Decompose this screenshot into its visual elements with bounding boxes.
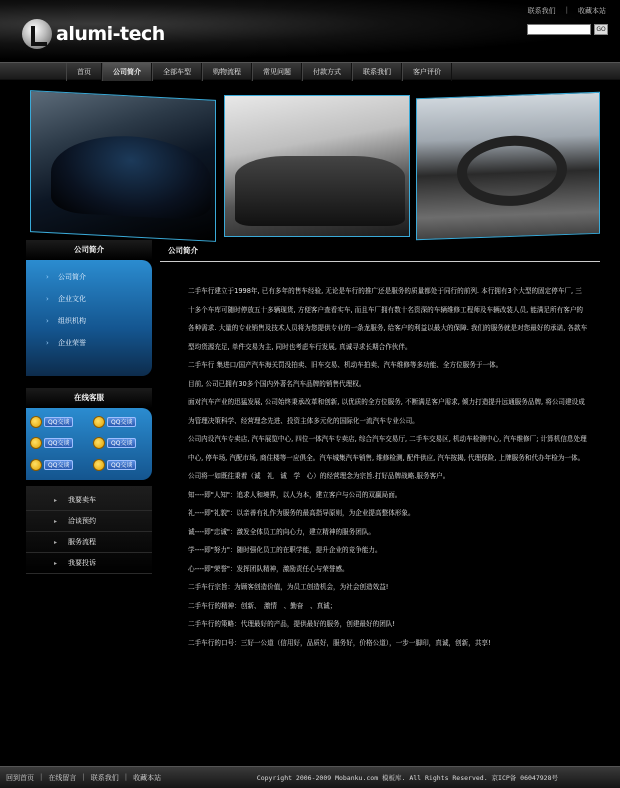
contact-link[interactable]: 联系我们 xyxy=(527,7,556,15)
search-input[interactable] xyxy=(527,24,591,35)
qq-icon xyxy=(93,416,105,428)
nav-item-home[interactable]: 首页 xyxy=(66,63,102,81)
driver-image xyxy=(235,156,405,226)
paragraph: 公司将一如既往秉着（诚 礼 诚 学 心）的经营理念为宗旨.打好品牌战略.服务客户。 xyxy=(188,472,450,480)
nav-item-faq[interactable]: 常见问题 xyxy=(252,63,302,81)
qq-chat-label: QQ交谈 xyxy=(107,417,136,427)
paragraph: 公司内设汽车专卖店, 汽车展览中心, 四位一体汽车专卖店, 综合汽车交易厅, 二手车交易区, 机动车检测中心, 汽车维修厂; 计算机信息处理中心, 停车场, 汽配市场, 商住楼等一应俱全。汽车城集汽车销售, 维修检测, 配件供应, 汽车按揭, 代理保险, 上牌服务和代办年检为一体。 xyxy=(188,435,587,462)
qq-icon xyxy=(93,437,105,449)
sidebar-item-about[interactable]: › 公司简介 xyxy=(58,266,152,288)
qq-icon xyxy=(30,437,42,449)
nav-item-payment[interactable]: 付款方式 xyxy=(302,63,352,81)
qq-chat-button[interactable] xyxy=(93,457,148,472)
car-exterior-image xyxy=(51,132,211,220)
main-content xyxy=(160,240,600,760)
footer-divider: | xyxy=(124,772,128,781)
paragraph: 礼----即"礼貌"：以亲善有礼作为服务的最高指导原则，为企业提高整体形象。 xyxy=(188,509,415,517)
qq-chat-button[interactable] xyxy=(93,414,148,429)
site-header xyxy=(0,0,620,60)
sidebar-item-organization[interactable]: › 组织机构 xyxy=(58,310,152,332)
top-links xyxy=(528,6,606,16)
sidebar-menu xyxy=(26,260,152,376)
qq-chat-label: QQ交谈 xyxy=(44,417,73,427)
quick-link-service-process[interactable]: ▸ 服务流程 xyxy=(26,532,152,553)
paragraph: 目前, 公司已拥有30多个国内外著名汽车品牌的销售代理权。 xyxy=(188,379,366,388)
top-links-divider: | xyxy=(565,6,568,14)
footer-divider: | xyxy=(40,772,43,781)
steering-wheel-image xyxy=(457,134,567,208)
quick-link-complaint[interactable]: ▸ 我要投诉 xyxy=(26,553,152,574)
footer-link-message[interactable]: 在线留言 xyxy=(48,773,77,782)
qq-icon xyxy=(30,459,42,471)
paragraph: 二手车行的口号：三好一公道（信用好，品质好，服务好，价格公道），一步一脚印，真诚，创新，共享! xyxy=(188,638,491,647)
qq-chat-button[interactable] xyxy=(30,414,85,429)
paragraph: 二手车行的精神：创新、 激情 、勤奋 、真诚； xyxy=(188,601,337,610)
footer-links xyxy=(0,773,161,783)
page-title: 公司简介 xyxy=(160,240,600,262)
banner-photo-interior xyxy=(416,92,600,240)
intro-text xyxy=(160,262,600,652)
footer-divider: | xyxy=(82,772,85,781)
nav-item-reviews[interactable]: 客户评价 xyxy=(402,63,452,81)
paragraph: 二手车行宗旨：为顾客创造价值，为员工创造机会，为社会创造效益! xyxy=(188,583,389,591)
site-footer xyxy=(0,766,620,788)
bookmark-link[interactable]: 收藏本站 xyxy=(578,7,606,15)
paragraph: 二手车行的策略：代理最好的产品，提供最好的服务，创建最好的团队! xyxy=(188,620,396,628)
nav-item-shopping-process[interactable]: 购物流程 xyxy=(202,63,252,81)
qq-chat-label: QQ交谈 xyxy=(107,460,136,470)
paragraph: 知----即"人知"：追求人和境界，以人为本，建立客户与公司的双赢局面。 xyxy=(188,490,402,499)
paragraph: 二手车行建立于1998年, 已有多年的售车经验, 无论是车行的推广还是服务的质量都处于同行的前列. 本行拥有3个大型的固定停车厂, 三十多个车库可随时停放五十多辆现货, 方便客户查看实车, 而且车厂拥有数十名资深的车辆维修工程师及车辆改装人员, 能满足所有客户的各种需求. 大量的专业销售及技术人员将为您提供专业的一条龙服务, 给客户的利益以最大的保障. 我们的服务就是对您最好的承诺, 各款车型均货源充足, 单件交易为主, 同时也考虑车行发展, 真诚寻求长期合作伙伴。 xyxy=(188,287,588,351)
footer-link-home[interactable]: 回到首页 xyxy=(6,773,34,782)
footer-link-contact[interactable]: 联系我们 xyxy=(90,773,119,782)
qq-chat-button[interactable] xyxy=(30,436,85,451)
logo-mark-icon xyxy=(22,19,52,49)
logo-text: alumi-tech xyxy=(56,23,165,45)
sidebar-item-culture[interactable]: › 企业文化 xyxy=(58,288,152,310)
banner-photo-driver xyxy=(224,95,410,237)
paragraph: 二手车行 集进口/国产汽车海关罚没拍卖、旧车交易、机动车拍卖、汽车维修等多功能、全方位服务于一体。 xyxy=(188,361,503,369)
paragraph: 诚----即"忠诚"：激发全体员工的向心力，建立精神的服务团队。 xyxy=(188,527,376,536)
search-go-button[interactable]: GO xyxy=(594,24,608,35)
quick-link-appointment[interactable]: ▸ 洽谈预约 xyxy=(26,511,152,532)
search-bar xyxy=(527,24,608,35)
main-nav xyxy=(0,62,620,80)
quick-link-sell-car[interactable]: ▸ 我要卖车 xyxy=(26,490,152,511)
nav-item-all-models[interactable]: 全部车型 xyxy=(152,63,202,81)
qq-chat-label: QQ交谈 xyxy=(44,460,73,470)
online-service-panel xyxy=(26,408,152,480)
site-logo[interactable] xyxy=(22,18,174,50)
banner-gallery xyxy=(28,95,602,239)
quick-links xyxy=(26,486,152,574)
copyright-text: Copyright 2006-2009 Mobanku.com 模板库. All Rights Reserved. 京ICP备 06047928号 xyxy=(256,774,558,782)
qq-chat-label: QQ交谈 xyxy=(44,438,73,448)
qq-chat-button[interactable] xyxy=(30,457,85,472)
sidebar-item-honors[interactable]: › 企业荣誉 xyxy=(58,332,152,354)
qq-icon xyxy=(93,459,105,471)
qq-icon xyxy=(30,416,42,428)
qq-chat-button[interactable] xyxy=(93,436,148,451)
nav-item-contact[interactable]: 联系我们 xyxy=(352,63,402,81)
qq-chat-label: QQ交谈 xyxy=(107,438,136,448)
sidebar-title: 公司简介 xyxy=(26,240,152,260)
paragraph: 心----即"荣誉"：发挥团队精神，激励责任心与荣誉感。 xyxy=(188,564,349,573)
paragraph: 面对汽车产业的迅猛发展, 公司始终秉承改革和创新, 以优质的全方位服务, 不断满足客户需求, 倾力打造提升远通服务品牌, 将公司建设成为管理决策科学、经营理念先进、投资主体多元化的国际化一流汽车专业公司。 xyxy=(188,398,585,425)
paragraph: 学----即"努力"：随时强化员工的在职学能，提升企业的竞争能力。 xyxy=(188,546,382,554)
nav-item-about[interactable]: 公司简介 xyxy=(102,63,152,81)
online-service-title: 在线客服 xyxy=(26,388,152,408)
banner-photo-car-exterior xyxy=(30,90,216,242)
footer-link-bookmark[interactable]: 收藏本站 xyxy=(133,773,162,782)
sidebar xyxy=(26,240,152,610)
